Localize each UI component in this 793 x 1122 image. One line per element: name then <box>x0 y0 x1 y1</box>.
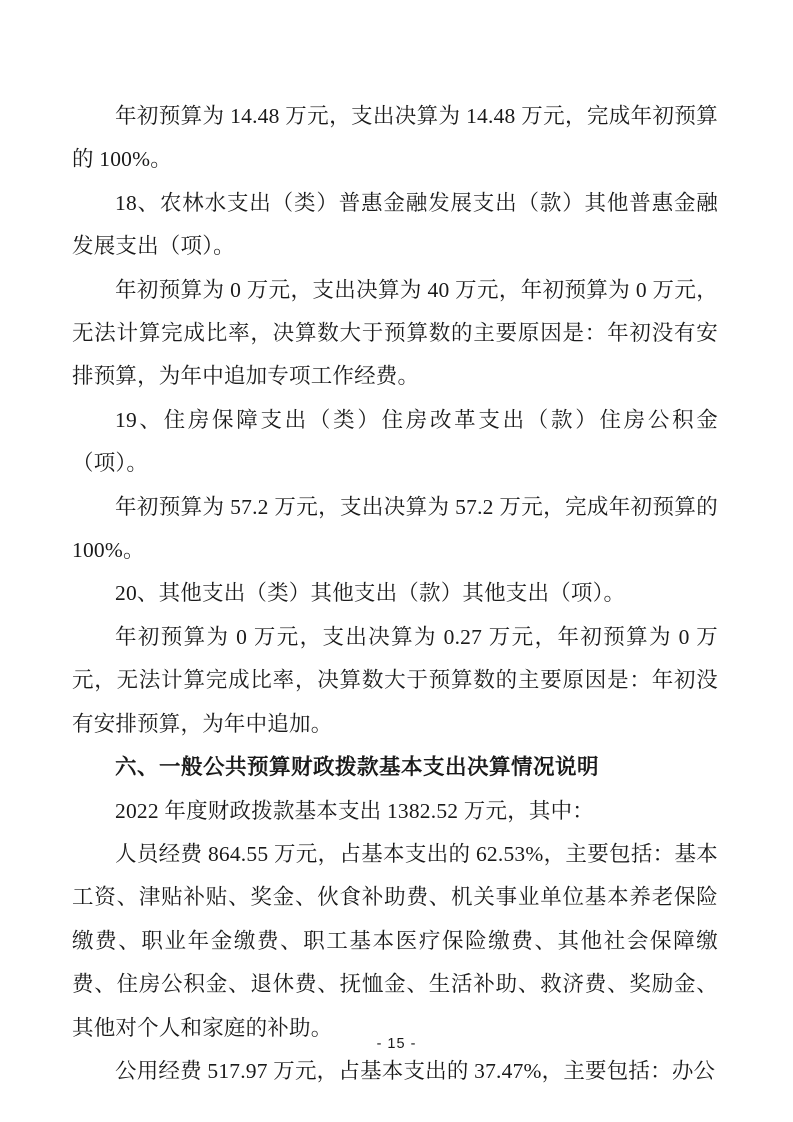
paragraph-item-20: 20、其他支出（类）其他支出（款）其他支出（项）。 <box>115 581 626 606</box>
paragraph-budget-0-27: 年初预算为 0 万元，支出决算为 0.27 万元，年初预算为 0 万元，无法计算完成比率，决算数大于预算数的主要原因是：年初没有安排预算，为年中追加。 <box>72 624 718 736</box>
section-heading-six: 六、一般公共预算财政拨款基本支出决算情况说明 <box>115 755 600 780</box>
paragraph-item-18: 18、农林水支出（类）普惠金融发展支出（款）其他普惠金融发展支出（项）。 <box>72 190 718 259</box>
paragraph-public-funds: 公用经费 517.97 万元，占基本支出的 37.47%，主要包括：办公 <box>115 1058 716 1083</box>
page-number: - 15 - <box>376 1036 417 1052</box>
paragraph-basic-expenditure-total: 2022 年度财政拨款基本支出 1382.52 万元，其中： <box>115 798 595 823</box>
document-body <box>72 95 718 1093</box>
paragraph-item-19: 19、住房保障支出（类）住房改革支出（款）住房公积金（项）。 <box>72 407 718 476</box>
paragraph-budget-14-48: 年初预算为 14.48 万元，支出决算为 14.48 万元，完成年初预算的 100%。 <box>72 104 718 172</box>
paragraph-budget-40: 年初预算为 0 万元，支出决算为 40 万元，年初预算为 0 万元，无法计算完成比率，决算数大于预算数的主要原因是：年初没有安排预算，为年中追加专项工作经费。 <box>72 277 718 389</box>
paragraph-budget-57-2: 年初预算为 57.2 万元，支出决算为 57.2 万元，完成年初预算的 100%。 <box>72 494 718 563</box>
paragraph-personnel-funds: 人员经费 864.55 万元，占基本支出的 62.53%，主要包括：基本工资、津贴补贴、奖金、伙食补助费、机关事业单位基本养老保险缴费、职业年金缴费、职工基本医疗保险缴费、其他社会保障缴费、住房公积金、退休费、抚恤金、生活补助、救济费、奖励金、其他对个人和家庭的补助。 <box>72 841 718 1040</box>
